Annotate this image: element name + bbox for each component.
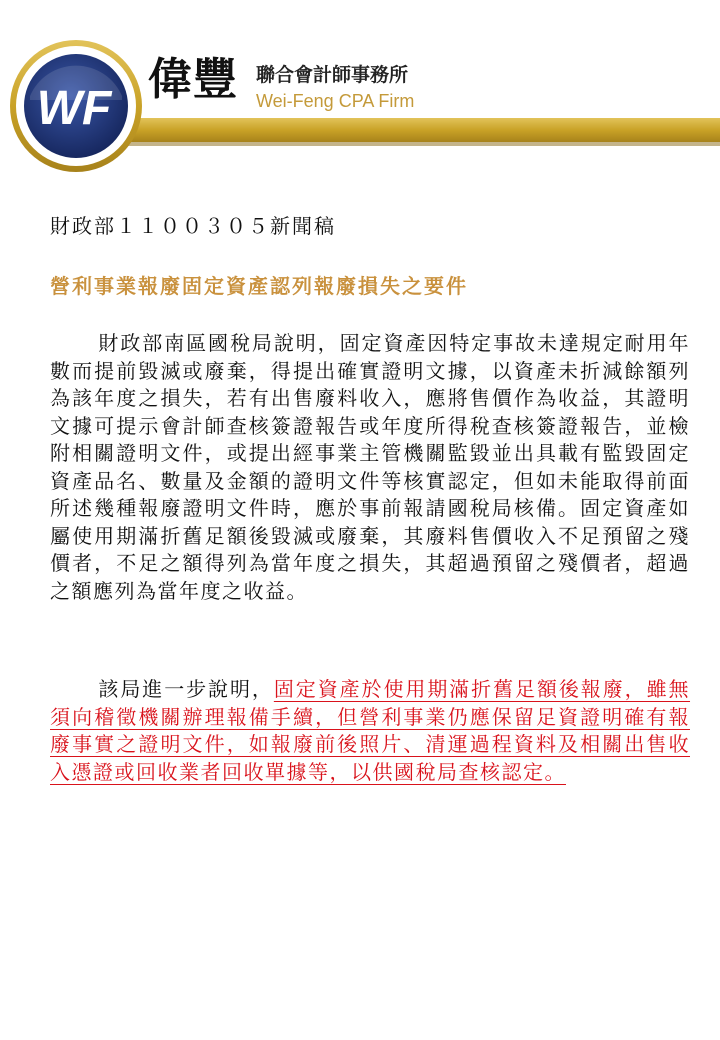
letterhead xyxy=(0,0,720,180)
press-release-code: 財政部１１００３０５新聞稿 xyxy=(50,214,336,238)
article-title: 營利事業報廢固定資產認列報廢損失之要件 xyxy=(50,274,468,298)
brand-name: 偉豐 xyxy=(148,54,238,105)
brand-subtitle-en: Wei-Feng CPA Firm xyxy=(256,91,415,111)
paragraph-2 xyxy=(50,676,690,786)
paragraph-1-text: 財政部南區國稅局說明，固定資產因特定事故未達規定耐用年數而提前毀滅或廢棄，得提出確實證明文據，以資產未折減餘額列為該年度之損失，若有出售廢料收入，應將售價作為收益，其證明文據可提示會計師查核簽證報告或年度所得稅查核簽證報告，並檢附相關證明文件，或提出經事業主管機關監毀並出具載有監毀固定資產品名、數量及金額的證明文件等核實認定，但如未能取得前面所述幾種報廢證明文件時，應於事前報請國稅局核備。固定資產如屬使用期滿折舊足額後毀滅或廢棄，其廢料售價收入不足預留之殘價者，不足之額得列為當年度之損失，其超過預留之殘價者，超過之額應列為當年度之收益。 xyxy=(50,331,690,603)
paragraph-2-lead: 該局進一步說明， xyxy=(98,677,274,701)
paragraph-2-highlight: 固定資產於使用期滿折舊足額後報廢，雖無須向稽徵機關辦理報備手續，但營利事業仍應保留足資證明確有報廢事實之證明文件，如報廢前後照片、清運過程資料及相關出售收入憑證或回收業者回收單據等，以供國稅局查核認定。 xyxy=(50,677,691,784)
paragraph-1 xyxy=(50,330,690,605)
gold-bar xyxy=(60,118,720,142)
brand-subtitle-cn: 聯合會計師事務所 xyxy=(256,64,409,86)
logo-text: WF xyxy=(36,82,112,135)
letterhead-graphic xyxy=(0,0,720,180)
